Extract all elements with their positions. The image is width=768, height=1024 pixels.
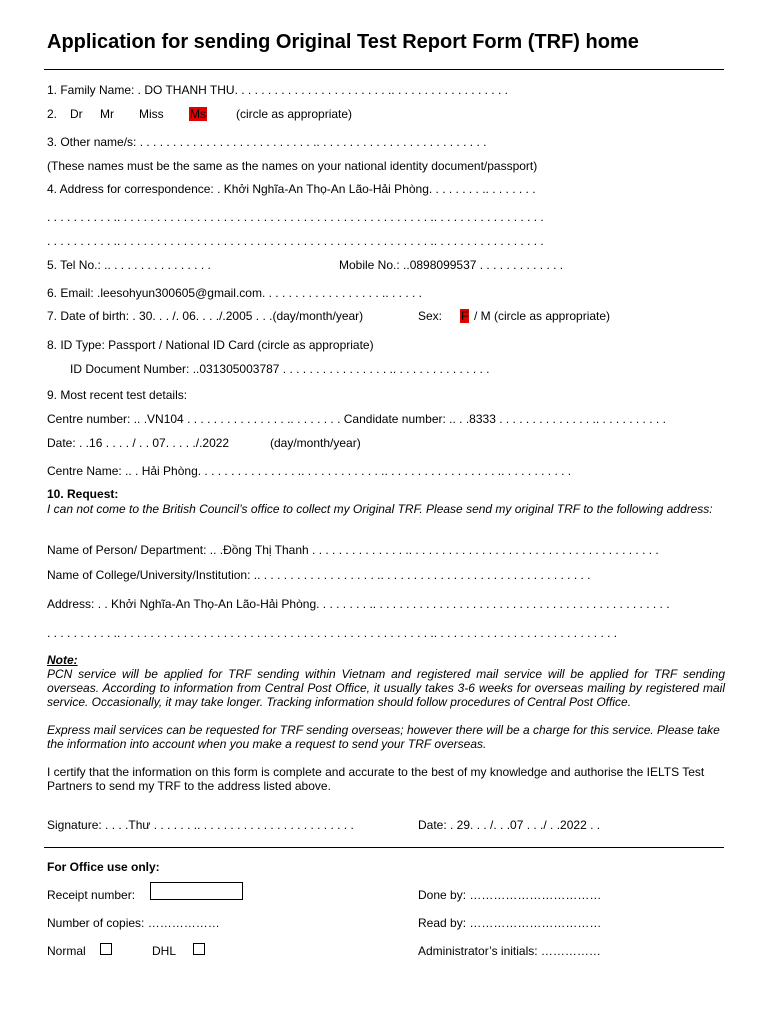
email-field[interactable]: 6. Email: .leesohyun300605@gmail.com. . . . . . . . . . . . . . . . . . .. . . . . . [47,286,422,300]
signature-date-field[interactable]: Date: . 29. . . /. . .07 . . ./ . .2022 . . [418,818,601,832]
receipt-number-input[interactable] [150,882,243,900]
address-field-line1[interactable]: 4. Address for correspondence: . Khởi Nghĩa-An Thọ-An Lão-Hải Phòng. . . . . . . . .. . . . . . . . [47,182,536,196]
college-field[interactable]: Name of College/University/Institution: .. . . . . . . . . . . . . . . . . . .. . . . . . . . . . . . . . . . . . . . . . . . . . . . . . . . [47,568,591,582]
read-by-field[interactable]: Read by: …………………………… [418,916,602,930]
request-text: I can not come to the British Council’s office to collect my Original TRF. Please send my original TRF to the following address: [47,502,713,516]
test-details-heading: 9. Most recent test details: [47,388,188,402]
normal-checkbox[interactable] [100,943,112,955]
sex-label: Sex: [418,309,443,323]
note-paragraph-2: Express mail services can be requested for TRF sending overseas; however there will be a charge for this service. Please take the information into account when you make a request to send your TRF overseas. [47,723,720,751]
title-option-miss[interactable]: Miss [139,107,164,121]
recipient-address-line2[interactable]: . . . . . . . . . . .. . . . . . . . . . . . . . . . . . . . . . . . . . . . . . . . . . . . . . . . . . . . . . . .. . . . . . . . . . . . . . . . . . . . . . . . . . . . [47,626,618,640]
title-divider [44,69,724,70]
dob-field[interactable]: 7. Date of birth: . 30. . . /. 06. . . ./.2005 . . .(day/month/year) [47,309,364,323]
names-note: (These names must be the same as the names on your national identity document/passport) [47,159,538,173]
certification-statement: I certify that the information on this form is complete and accurate to the best of my knowledge and authorise the IELTS Test Partners to send my TRF to the address listed above. [47,765,705,793]
centre-name-field[interactable]: Centre Name: .. . Hải Phòng. . . . . . . . . . . . . . . .. . . . . . . . . . . . .. . . . . . . . . . . . . . . . . .. . . . . . . . . . . [47,464,572,478]
test-date-format: (day/month/year) [270,436,361,450]
id-type-field[interactable]: 8. ID Type: Passport / National ID Card (circle as appropriate) [47,338,374,352]
office-use-heading: For Office use only: [47,860,160,874]
request-heading: 10. Request: [47,487,119,501]
id-number-field[interactable]: ID Document Number: ..031305003787 . . . . . . . . . . . . . . . . .. . . . . . . . . . . . . . . [70,362,490,376]
tel-field[interactable]: 5. Tel No.: .. . . . . . . . . . . . . . . . [47,258,211,272]
sex-options-note: / M (circle as appropriate) [474,309,611,323]
copies-field[interactable]: Number of copies: ……………… [47,916,220,930]
dhl-checkbox[interactable] [193,943,205,955]
receipt-number-label: Receipt number: [47,888,136,902]
recipient-name-field[interactable]: Name of Person/ Department: .. .Đồng Thị Thanh . . . . . . . . . . . . . . .. . . . . . . . . . . . . . . . . . . . . . . . . . . . . . . . . . . . . . [47,543,659,557]
signature-field[interactable]: Signature: . . . .Thư . . . . . . .. . . . . . . . . . . . . . . . . . . . . . . . [47,818,354,832]
family-name-field[interactable]: 1. Family Name: . DO THANH THU. . . . . . . . . . . . . . . . . . . . . . . .. . . . . . . . . . . . . . . . . . [47,83,508,97]
form-title: Application for sending Original Test Report Form (TRF) home [47,31,639,53]
mobile-field[interactable]: Mobile No.: ..0898099537 . . . . . . . . . . . . . [339,258,564,272]
office-divider [44,847,724,848]
admin-initials-field[interactable]: Administrator’s initials: …………… [418,944,601,958]
title-option-ms-selected[interactable]: Ms [190,107,206,121]
title-option-mr[interactable]: Mr [100,107,114,121]
note-paragraph-1: PCN service will be applied for TRF sending within Vietnam and registered mail service will be applied for TRF sending overseas. According to information from Central Post Office, it usually takes 3-6 weeks for overseas mailing by registered mail service. Occasionally, it may take longer. Tracking information should follow procedures of Central Post Office. [47,667,725,709]
address-field-line2[interactable]: . . . . . . . . . . .. . . . . . . . . . . . . . . . . . . . . . . . . . . . . . . . . . . . . . . . . . . . . . . .. . . . . . . . . . . . . . . . . [47,210,544,224]
other-names-field[interactable]: 3. Other name/s: . . . . . . . . . . . . . . . . . . . . . . . . . . .. . . . . . . . . . . . . . . . . . . . . . . . . . [47,135,487,149]
sex-option-f-selected[interactable]: F [461,309,469,323]
recipient-address-line1[interactable]: Address: . . Khởi Nghĩa-An Thọ-An Lão-Hải Phòng. . . . . . . . .. . . . . . . . . . . . . . . . . . . . . . . . . . . . . . . . . . . . . . . . . . . . . [47,597,670,611]
title-circle-note: (circle as appropriate) [236,107,353,121]
title-option-dr[interactable]: Dr [70,107,83,121]
done-by-field[interactable]: Done by: …………………………… [418,888,602,902]
dhl-label: DHL [152,944,177,958]
normal-label: Normal [47,944,86,958]
test-date-field[interactable]: Date: . .16 . . . . / . . 07. . . . ./.2022 [47,436,230,450]
title-prefix: 2. [47,107,58,121]
centre-candidate-number-field[interactable]: Centre number: .. .VN104 . . . . . . . . . . . . . . . .. . . . . . . . Candidate number: .. . .8333 . . . . . . . . . . . . . . .. . . . . . . . . . . [47,412,666,426]
note-heading: Note: [47,653,78,667]
address-field-line3[interactable]: . . . . . . . . . . .. . . . . . . . . . . . . . . . . . . . . . . . . . . . . . . . . . . . . . . . . . . . . . . .. . . . . . . . . . . . . . . . . [47,234,544,248]
